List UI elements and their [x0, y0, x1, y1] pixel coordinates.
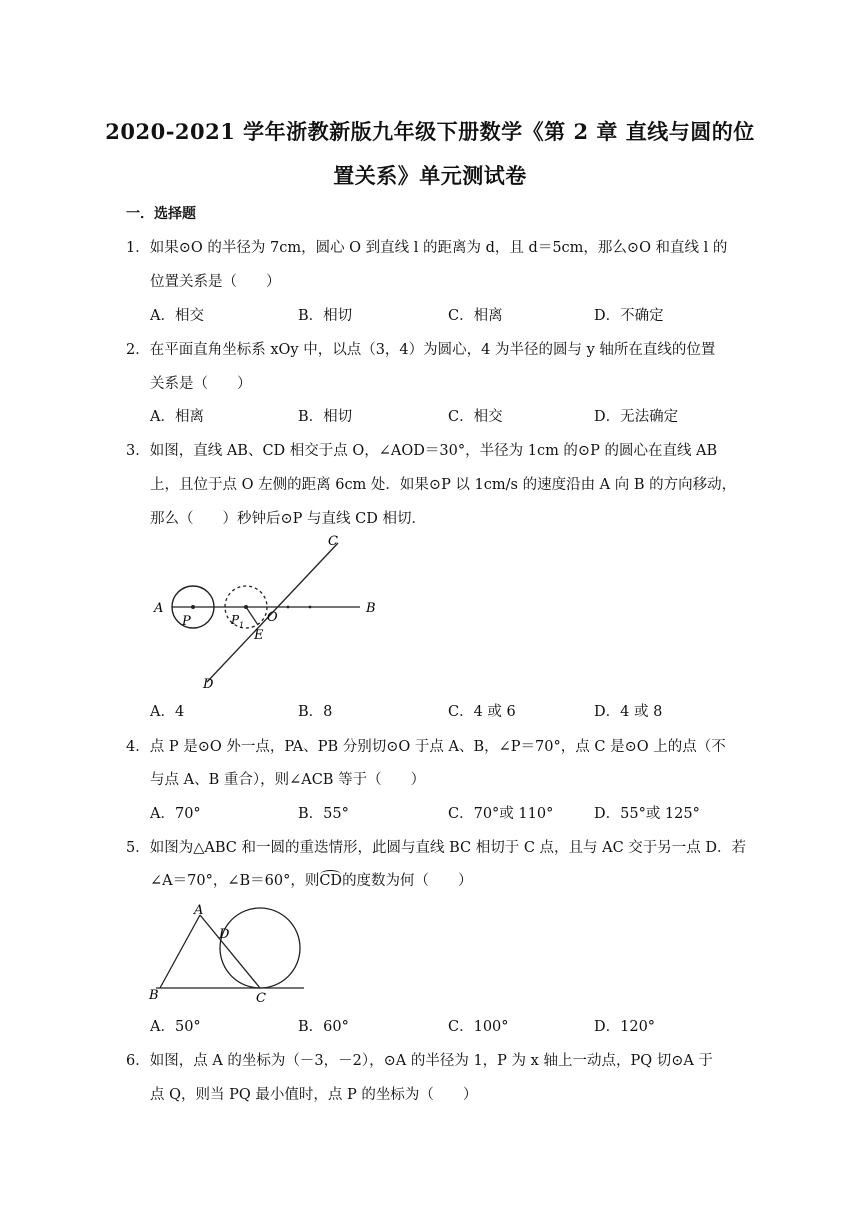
label-b: B	[149, 988, 159, 1003]
q3-stem-line2: 上，且位于点 O 左侧的距离 6cm 处．如果⊙P 以 1cm/s 的速度沿由 A 向 B 的方向移动，	[150, 477, 737, 493]
point-p	[191, 605, 195, 609]
label-d: D	[203, 677, 214, 692]
q1-option-b: B．相切	[298, 308, 353, 324]
q2-option-c: C．相交	[448, 409, 503, 425]
segment-p1e	[246, 607, 258, 625]
q2-option-b: B．相切	[298, 409, 353, 425]
q5-stem-line2-pre: ∠A＝70°，∠B＝60°，则	[150, 873, 320, 889]
q5-option-d: D．120°	[594, 1019, 656, 1035]
exam-title-line1: 2020-2021 学年浙教新版九年级下册数学《第 2 章 直线与圆的位	[105, 119, 755, 144]
q6-stem-line2: 点 Q，则当 PQ 最小值时，点 P 的坐标为（ ）	[150, 1087, 478, 1103]
q2-stem-line1: 2．在平面直角坐标系 xOy 中，以点（3，4）为圆心，4 为半径的圆与 y 轴所在直线的位置	[126, 342, 716, 358]
q5-stem-line2-post: 的度数为何（ ）	[342, 873, 473, 889]
label-d: D	[219, 927, 230, 942]
q4-option-c: C．70°或 110°	[448, 806, 554, 822]
label-o: O	[267, 610, 278, 625]
tangent-circle	[220, 908, 300, 988]
label-a: A	[154, 601, 164, 616]
q4-stem-line2: 与点 A、B 重合），则∠ACB 等于（ ）	[150, 772, 426, 788]
q1-stem-line2: 位置关系是（ ）	[150, 274, 281, 290]
label-e: E	[254, 628, 264, 643]
q4-option-a: A．70°	[150, 806, 201, 822]
q3-option-a: A．4	[150, 704, 185, 720]
label-p: P	[182, 614, 191, 629]
q5-stem-line2	[150, 869, 473, 890]
q1-option-d: D．不确定	[594, 308, 664, 324]
label-p1: P	[231, 613, 240, 627]
side-ac	[200, 915, 260, 988]
q5-option-b: B．60°	[298, 1019, 349, 1035]
section-heading: 一．选择题	[126, 206, 196, 222]
exam-title-line2: 置关系》单元测试卷	[333, 163, 527, 188]
q1-stem-line1: 1．如果⊙O 的半径为 7cm，圆心 O 到直线 l 的距离为 d，且 d＝5cm，那么⊙O 和直线 l 的	[126, 240, 728, 256]
label-a: A	[194, 903, 204, 918]
q2-option-d: D．无法确定	[594, 409, 679, 425]
q2-stem-line2: 关系是（ ）	[150, 376, 252, 392]
q3-option-d: D．4 或 8	[594, 704, 663, 720]
q5-figure	[146, 898, 316, 1008]
q4-stem-line1: 4．点 P 是⊙O 外一点，PA、PB 分别切⊙O 于点 A、B，∠P＝70°，点 C 是⊙O 上的点（不	[126, 739, 726, 755]
q4-option-d: D．55°或 125°	[594, 806, 700, 822]
q3-figure	[150, 532, 390, 692]
label-p1-subscript: 1	[239, 621, 245, 630]
q4-option-b: B．55°	[298, 806, 349, 822]
q6-stem-line1: 6．如图，点 A 的坐标为（－3，－2），⊙A 的半径为 1，P 为 x 轴上一动点，PQ 切⊙A 于	[126, 1053, 713, 1069]
arc-cd-symbol: CD	[319, 873, 343, 889]
q2-option-a: A．相离	[150, 409, 204, 425]
label-c: C	[328, 534, 338, 549]
q3-option-c: C．4 或 6	[448, 704, 516, 720]
q3-stem-line1: 3．如图，直线 AB、CD 相交于点 O，∠AOD＝30°，半径为 1cm 的⊙P 的圆心在直线 AB	[126, 443, 718, 459]
q5-option-a: A．50°	[150, 1019, 201, 1035]
q3-stem-line3: 那么（ ）秒钟后⊙P 与直线 CD 相切．	[150, 511, 426, 527]
q3-option-b: B．8	[298, 704, 333, 720]
q5-option-c: C．100°	[448, 1019, 509, 1035]
label-c: C	[256, 991, 266, 1006]
point-p1	[244, 605, 248, 609]
side-ab	[160, 915, 200, 988]
q1-option-a: A．相交	[150, 308, 204, 324]
q5-stem-line1: 5．如图为△ABC 和一圆的重迭情形，此圆与直线 BC 相切于 C 点，且与 AC 交于另一点 D．若	[126, 840, 747, 856]
label-b: B	[366, 601, 376, 616]
q1-option-c: C．相离	[448, 308, 503, 324]
